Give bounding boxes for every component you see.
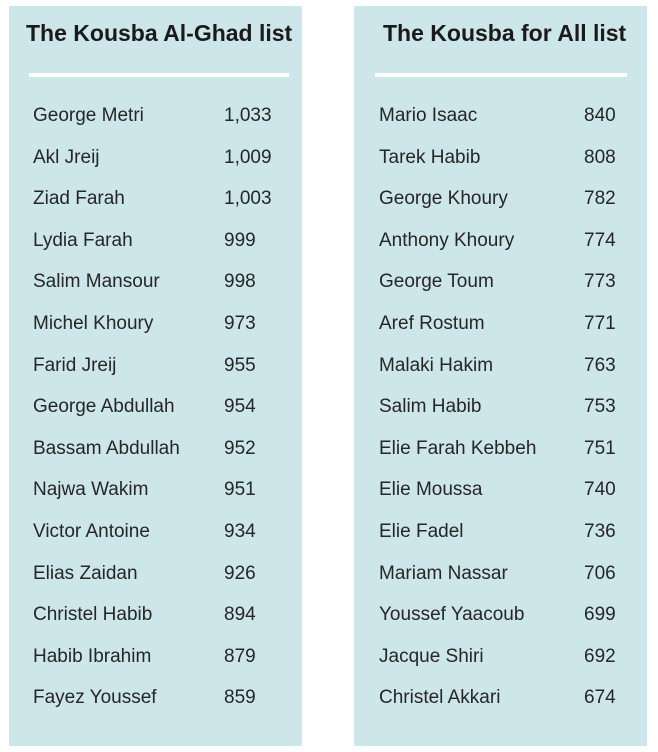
candidate-votes: 808 — [584, 146, 616, 168]
candidate-votes: 951 — [224, 479, 256, 501]
candidate-name: George Metri — [33, 105, 144, 126]
candidate-row — [354, 643, 647, 685]
candidate-row — [9, 144, 302, 186]
candidate-name: Akl Jreij — [33, 146, 100, 168]
candidate-name: Aref Rostum — [379, 312, 485, 334]
candidate-row — [354, 102, 647, 144]
candidate-name: Mariam Nassar — [379, 562, 508, 584]
candidate-name: Ziad Farah — [33, 188, 125, 210]
candidate-row — [354, 352, 647, 394]
candidate-name: George Abdullah — [33, 396, 175, 418]
candidate-name: Najwa Wakim — [33, 479, 149, 501]
candidate-name: Elias Zaidan — [33, 562, 138, 584]
candidate-votes: 774 — [584, 229, 616, 251]
candidate-name: Farid Jreij — [33, 354, 117, 376]
candidate-votes: 926 — [224, 562, 256, 584]
candidate-row — [354, 144, 647, 186]
candidate-votes: 706 — [584, 562, 616, 584]
candidate-name: Michel Khoury — [33, 312, 154, 334]
candidate-votes: 763 — [584, 354, 616, 376]
candidate-row — [354, 227, 647, 269]
list-title: The Kousba for All list — [383, 20, 627, 46]
candidate-votes: 736 — [584, 520, 616, 542]
candidate-name: George Khoury — [379, 188, 508, 210]
candidate-row — [354, 476, 647, 518]
candidate-name: Youssef Yaacoub — [379, 604, 525, 626]
candidate-votes: 998 — [224, 271, 256, 293]
candidate-name: Christel Akkari — [379, 687, 501, 709]
candidate-row — [9, 185, 302, 227]
candidate-votes: 1,003 — [224, 188, 272, 210]
candidate-votes: 999 — [224, 229, 256, 251]
candidate-row — [354, 560, 647, 602]
candidate-name: Salim Mansour — [33, 271, 160, 293]
title-divider — [375, 73, 627, 77]
candidate-name: Christel Habib — [33, 604, 153, 626]
candidate-row — [9, 268, 302, 310]
candidate-name: Malaki Hakim — [379, 354, 494, 376]
candidate-row — [9, 393, 302, 435]
candidate-row — [9, 435, 302, 477]
candidate-votes: 934 — [224, 520, 256, 542]
candidate-name: Fayez Youssef — [33, 687, 157, 709]
candidate-name: Lydia Farah — [33, 229, 133, 251]
candidate-row — [9, 102, 302, 144]
candidate-row — [354, 518, 647, 560]
candidate-votes: 1,033 — [224, 105, 272, 126]
candidate-name: Elie Moussa — [379, 479, 483, 501]
candidate-row — [354, 684, 647, 726]
candidate-row — [354, 393, 647, 435]
candidate-row — [9, 310, 302, 352]
list-panel-kousba-for-all — [354, 6, 647, 746]
candidate-votes: 692 — [584, 645, 616, 667]
title-divider — [29, 73, 289, 77]
candidate-row — [354, 268, 647, 310]
candidate-name: Habib Ibrahim — [33, 645, 152, 667]
list-panel-kousba-al-ghad — [9, 6, 302, 746]
candidate-votes: 773 — [584, 271, 616, 293]
candidate-list — [354, 102, 647, 726]
candidate-name: Anthony Khoury — [379, 229, 515, 251]
candidate-name: Tarek Habib — [379, 146, 481, 168]
candidate-row — [354, 185, 647, 227]
candidate-row — [9, 476, 302, 518]
candidate-name: Salim Habib — [379, 396, 482, 418]
candidate-votes: 952 — [224, 437, 256, 459]
candidate-votes: 740 — [584, 479, 616, 501]
list-title: The Kousba Al-Ghad list — [26, 20, 293, 46]
candidate-votes: 674 — [584, 687, 616, 709]
candidate-votes: 782 — [584, 188, 616, 210]
candidate-row — [9, 227, 302, 269]
candidate-row — [9, 518, 302, 560]
candidate-list — [9, 102, 302, 726]
candidate-name: Mario Isaac — [379, 105, 478, 126]
candidate-row — [354, 310, 647, 352]
candidate-votes: 699 — [584, 604, 616, 626]
candidate-name: Bassam Abdullah — [33, 437, 180, 459]
candidate-votes: 955 — [224, 354, 256, 376]
candidate-name: Victor Antoine — [33, 520, 150, 542]
candidate-row — [354, 435, 647, 477]
candidate-name: Elie Fadel — [379, 520, 464, 542]
candidate-row — [354, 601, 647, 643]
candidate-votes: 771 — [584, 312, 616, 334]
candidate-votes: 894 — [224, 604, 256, 626]
candidate-row — [9, 352, 302, 394]
candidate-name: Jacque Shiri — [379, 645, 484, 667]
candidate-name: Elie Farah Kebbeh — [379, 437, 537, 459]
candidate-votes: 879 — [224, 645, 256, 667]
candidate-row — [9, 560, 302, 602]
candidate-votes: 751 — [584, 437, 616, 459]
candidate-row — [9, 601, 302, 643]
candidate-votes: 954 — [224, 396, 256, 418]
candidate-votes: 840 — [584, 105, 616, 126]
candidate-votes: 1,009 — [224, 146, 272, 168]
candidate-votes: 753 — [584, 396, 616, 418]
candidate-votes: 973 — [224, 312, 256, 334]
candidate-row — [9, 684, 302, 726]
candidate-name: George Toum — [379, 271, 494, 293]
candidate-row — [9, 643, 302, 685]
candidate-votes: 859 — [224, 687, 256, 709]
